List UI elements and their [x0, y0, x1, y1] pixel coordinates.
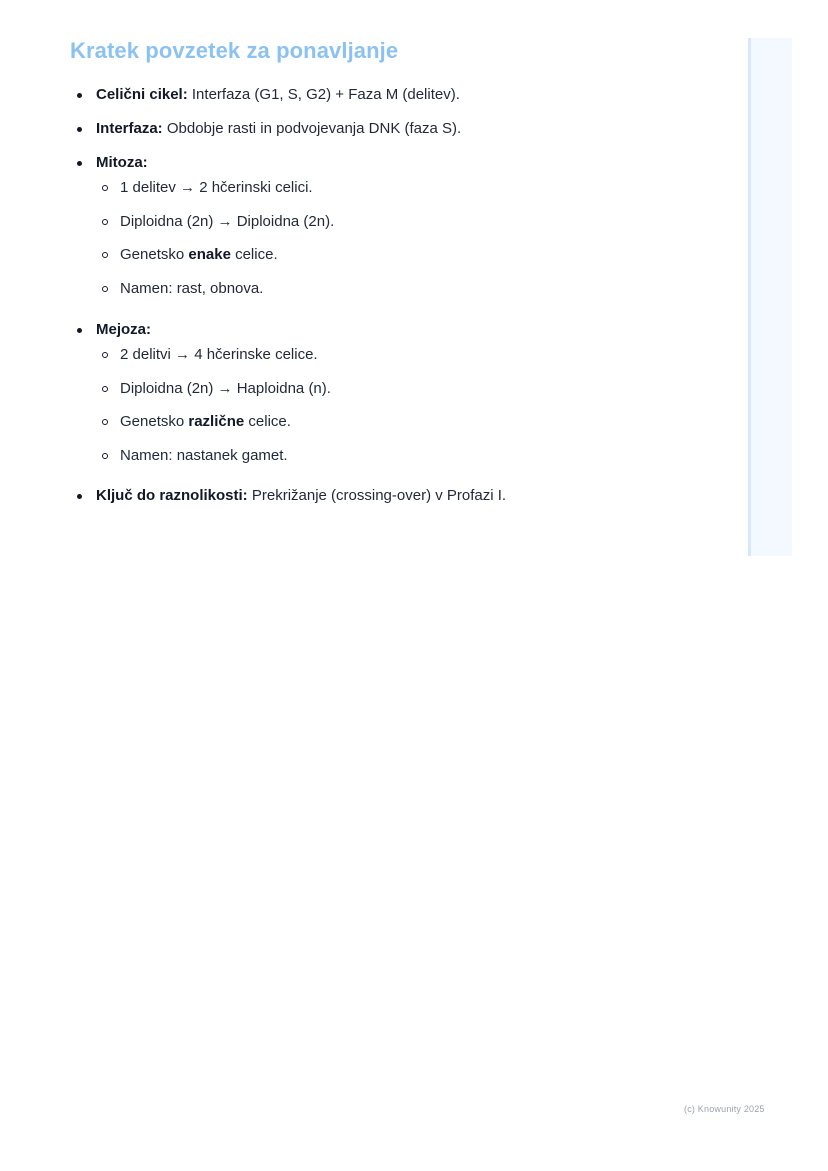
- bullet-text: Obdobje rasti in podvojevanja DNK (faza S).: [162, 120, 462, 137]
- bullet-dot-icon: [77, 161, 82, 166]
- list-item: [70, 445, 720, 467]
- bullet-label: Mitoza:: [96, 154, 148, 171]
- page-title: Kratek povzetek za ponavljanje: [70, 38, 399, 63]
- bullet-label: Celični cikel:: [96, 86, 188, 103]
- circle-bullet-icon: [102, 386, 108, 392]
- bullet-label: Interfaza:: [96, 120, 163, 137]
- list-item-text: celice.: [244, 413, 291, 430]
- list-item-text: Namen: rast, obnova.: [120, 280, 264, 297]
- bullet-label: Ključ do raznolikosti:: [96, 487, 248, 504]
- circle-bullet-icon: [102, 219, 108, 225]
- bullet-dot-icon: [77, 93, 82, 98]
- bullet-mitosis: [70, 152, 756, 174]
- list-item-text: Genetsko: [120, 413, 189, 430]
- list-item-text: Diploidna (2n) → Haploidna (n).: [120, 380, 331, 397]
- list-item-emphasis: različne: [188, 413, 245, 430]
- list-item-text: 1 delitev → 2 hčerinski celici.: [120, 179, 313, 196]
- list-item: [70, 378, 720, 400]
- list-item-text: celice.: [230, 246, 278, 263]
- bullet-cell-cycle: [70, 84, 756, 106]
- list-item-text: Genetsko: [120, 246, 189, 263]
- bullet-text: Interfaza (G1, S, G2) + Faza M (delitev).: [187, 86, 460, 103]
- bullet-dot-icon: [77, 494, 82, 499]
- list-item: [70, 244, 720, 266]
- list-item-text: Diploidna (2n) → Diploidna (2n).: [120, 213, 335, 230]
- list-item: [70, 411, 720, 433]
- circle-bullet-icon: [102, 252, 108, 258]
- circle-bullet-icon: [102, 419, 108, 425]
- bullet-dot-icon: [77, 127, 82, 132]
- footer-copyright: (c) Knowunity 2025: [684, 1104, 765, 1114]
- bullet-label: Mejoza:: [96, 321, 152, 338]
- list-item-text: Namen: nastanek gamet.: [120, 447, 288, 464]
- list-item: [70, 278, 720, 300]
- list-item-text: 2 delitvi → 4 hčerinske celice.: [120, 346, 318, 363]
- circle-bullet-icon: [102, 352, 108, 358]
- circle-bullet-icon: [102, 453, 108, 459]
- list-item: [70, 211, 720, 233]
- bullet-dot-icon: [77, 328, 82, 333]
- sidebar-panel: [748, 38, 792, 556]
- bullet-interphase: [70, 118, 756, 140]
- list-item-emphasis: enake: [188, 246, 231, 263]
- list-item: [70, 177, 720, 199]
- bullet-text: Prekrižanje (crossing-over) v Profazi I.: [247, 487, 507, 504]
- circle-bullet-icon: [102, 185, 108, 191]
- bullet-meiosis: [70, 319, 756, 341]
- bullet-diversity: [70, 485, 756, 507]
- list-item: [70, 344, 720, 366]
- circle-bullet-icon: [102, 286, 108, 292]
